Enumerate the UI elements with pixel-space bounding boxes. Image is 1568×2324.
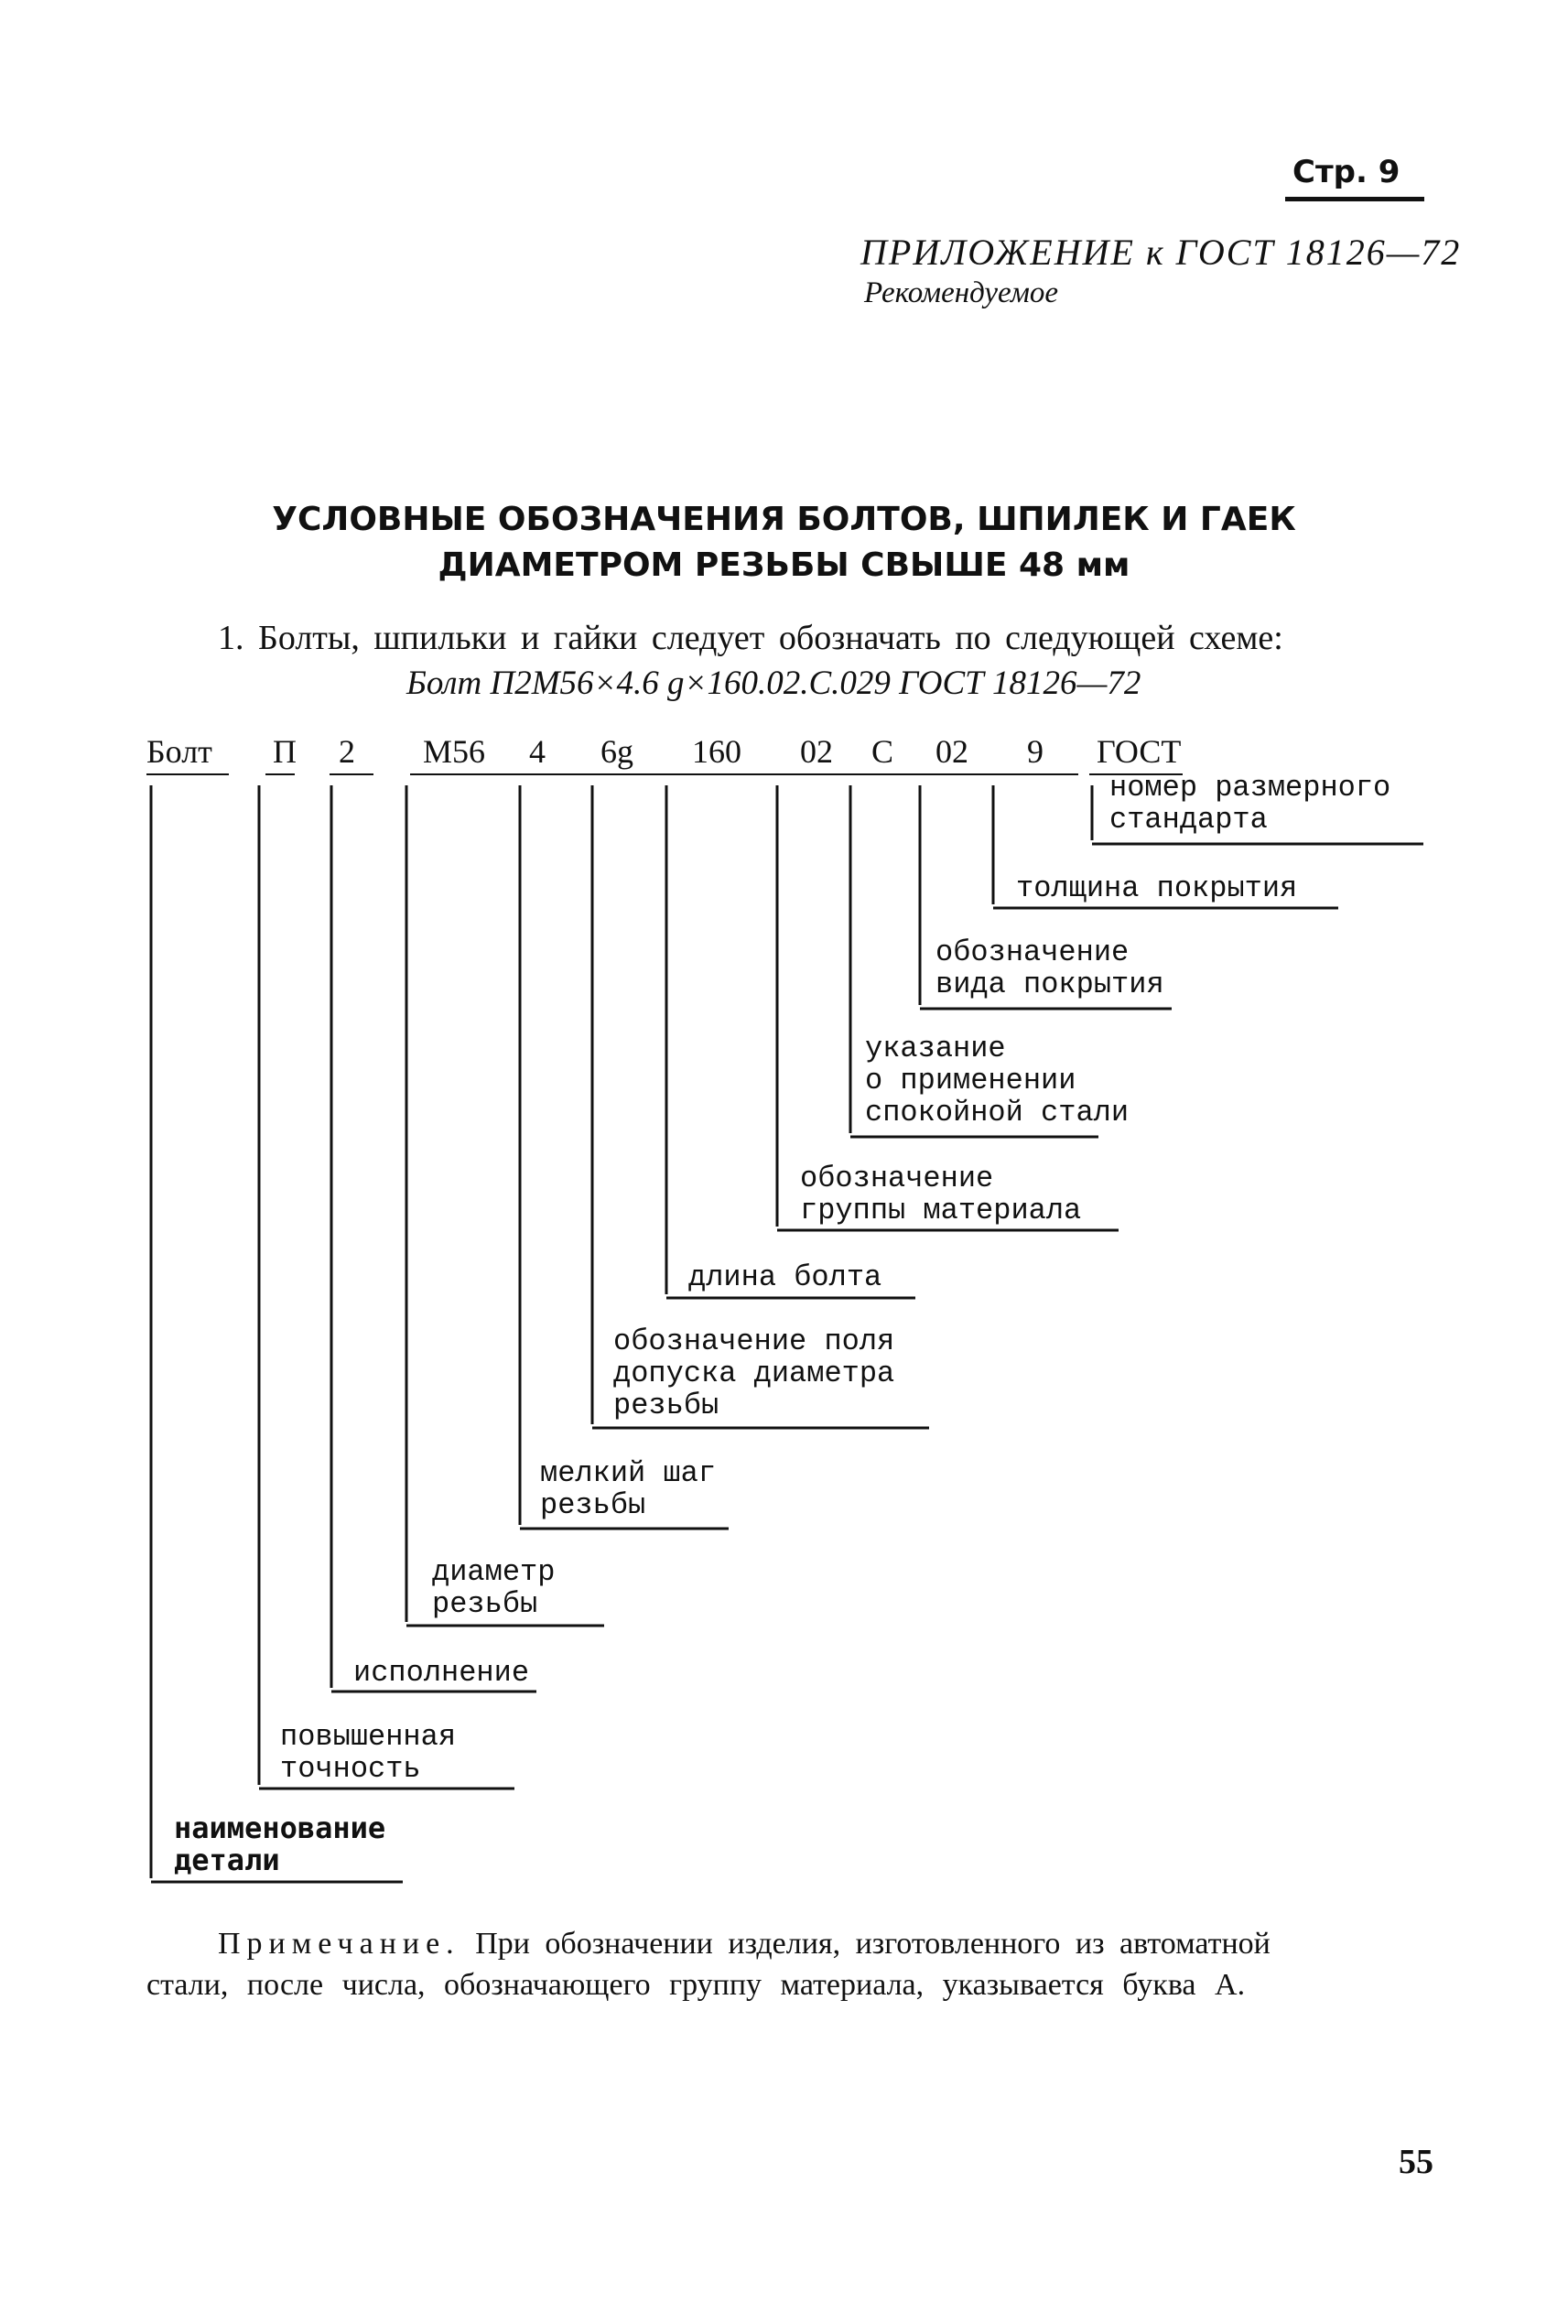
diagram-token: Болт — [146, 733, 212, 770]
diagram-token: 02 — [935, 733, 968, 770]
section-heading-line-1: УСЛОВНЫЕ ОБОЗНАЧЕНИЯ БОЛТОВ, ШПИЛЕК И ГАЕК — [272, 501, 1296, 538]
note-heading: Примечание. — [218, 1927, 460, 1961]
paragraph-scheme-intro: 1. Болты, шпильки и гайки следует обозначать по следующей схеме: — [218, 619, 1283, 657]
diagram-label-line: резьбы — [613, 1389, 719, 1422]
diagram-label-line: диаметр — [432, 1555, 556, 1589]
diagram-label-line: номер размерного — [1109, 771, 1391, 805]
diagram-label-line: резьбы — [432, 1587, 538, 1621]
diagram-token: 02 — [800, 733, 833, 770]
note-line-1 — [218, 1927, 1271, 1962]
diagram-label-line: вида покрытия — [935, 967, 1164, 1001]
diagram-token: 160 — [692, 733, 741, 770]
diagram-token: П — [273, 733, 297, 770]
diagram-label — [800, 1162, 1081, 1227]
diagram-label — [935, 936, 1164, 1000]
diagram-label-line: допуска диаметра — [613, 1357, 895, 1390]
diagram-label — [540, 1457, 716, 1521]
diagram-label-line: исполнение — [353, 1656, 530, 1690]
diagram-label-line: обозначение — [800, 1162, 994, 1195]
diagram-label-line: длина болта — [688, 1260, 882, 1294]
diagram-label-line: стандарта — [1109, 803, 1268, 837]
diagram-label-line: мелкий шаг — [540, 1456, 717, 1490]
diagram-label-line: указание — [865, 1032, 1006, 1065]
page-reference: Стр. 9 — [1292, 154, 1400, 190]
diagram-token: 9 — [1027, 733, 1044, 770]
diagram-label — [1109, 772, 1390, 836]
diagram-label — [353, 1657, 529, 1689]
note-line-2: стали, после числа, обозначающего группу материала, указывается буква А. — [146, 1968, 1246, 2002]
appendix-title: ПРИЛОЖЕНИЕ к ГОСТ 18126—72 — [860, 232, 1462, 273]
diagram-token: С — [871, 733, 894, 770]
diagram-label — [688, 1261, 881, 1293]
diagram-token: М56 — [423, 733, 486, 770]
diagram-label-line: толщина покрытия — [1016, 871, 1298, 905]
diagram-label — [280, 1721, 456, 1785]
diagram-token: 4 — [529, 733, 546, 770]
page-number: 55 — [1399, 2143, 1433, 2181]
diagram-label-line: обозначение поля — [613, 1324, 895, 1358]
diagram-label-line: наименование — [174, 1811, 386, 1845]
diagram-label — [613, 1325, 894, 1421]
diagram-label — [174, 1812, 385, 1876]
diagram-label — [865, 1032, 1129, 1129]
diagram-token: 2 — [339, 733, 355, 770]
diagram-label-line: группы материала — [800, 1194, 1082, 1227]
diagram-label-line: детали — [174, 1843, 280, 1877]
diagram-label-line: резьбы — [540, 1488, 646, 1522]
diagram-label — [432, 1556, 555, 1620]
note-text-1: При обозначении изделия, изготовленного из автоматной — [475, 1927, 1271, 1961]
diagram-label-line: обозначение — [935, 935, 1130, 969]
example-designation: Болт П2М56×4.6 g×160.02.С.029 ГОСТ 18126—72 — [406, 665, 1141, 702]
diagram-label-line: точность — [280, 1752, 421, 1786]
diagram-label-line: о применении — [865, 1064, 1076, 1097]
diagram-token: ГОСТ — [1097, 733, 1182, 770]
diagram-token: 6g — [600, 733, 633, 770]
appendix-subtitle: Рекомендуемое — [864, 276, 1059, 309]
diagram-label-line: спокойной стали — [865, 1096, 1130, 1130]
section-heading-line-2: ДИАМЕТРОМ РЕЗЬБЫ СВЫШЕ 48 мм — [438, 546, 1130, 584]
diagram-label-line: повышенная — [280, 1720, 457, 1754]
diagram-label — [1016, 872, 1297, 904]
